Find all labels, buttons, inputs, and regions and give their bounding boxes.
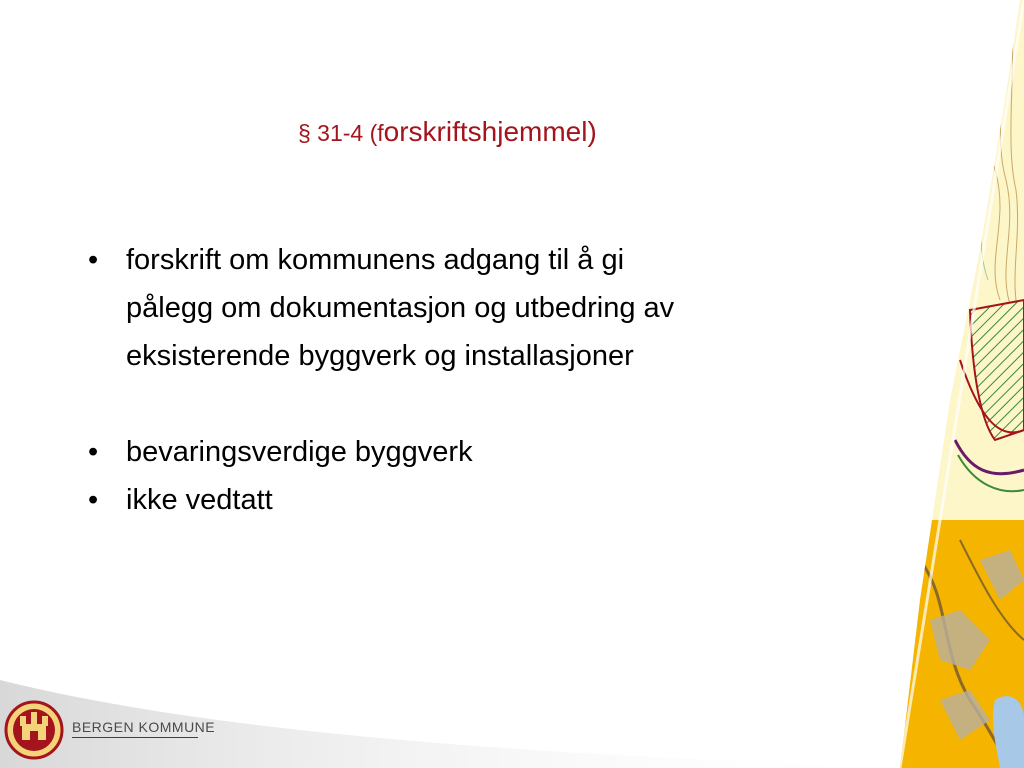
bullet-item: [82, 428, 882, 476]
bullet-item: [82, 236, 882, 380]
brand-underline: [72, 737, 198, 738]
bullet-line: ikke vedtatt: [126, 484, 273, 516]
map-strip-decoration: [900, 0, 1024, 768]
slide-title: [298, 116, 597, 148]
bergen-coat-of-arms-icon: [4, 700, 64, 760]
brand-name: BERGEN KOMMUNE: [72, 719, 216, 735]
bullet-list: [82, 236, 882, 524]
title-section-ref: § 31-4 (f: [298, 120, 384, 146]
bullet-item: [82, 476, 882, 524]
bullet-line: forskrift om kommunens adgang til å gi: [126, 244, 625, 276]
bullet-line: pålegg om dokumentasjon og utbedring av: [126, 292, 675, 324]
title-text: orskriftshjemmel): [383, 116, 597, 147]
bullet-line: bevaringsverdige byggverk: [126, 436, 473, 468]
bullet-line: eksisterende byggverk og installasjoner: [126, 340, 634, 372]
